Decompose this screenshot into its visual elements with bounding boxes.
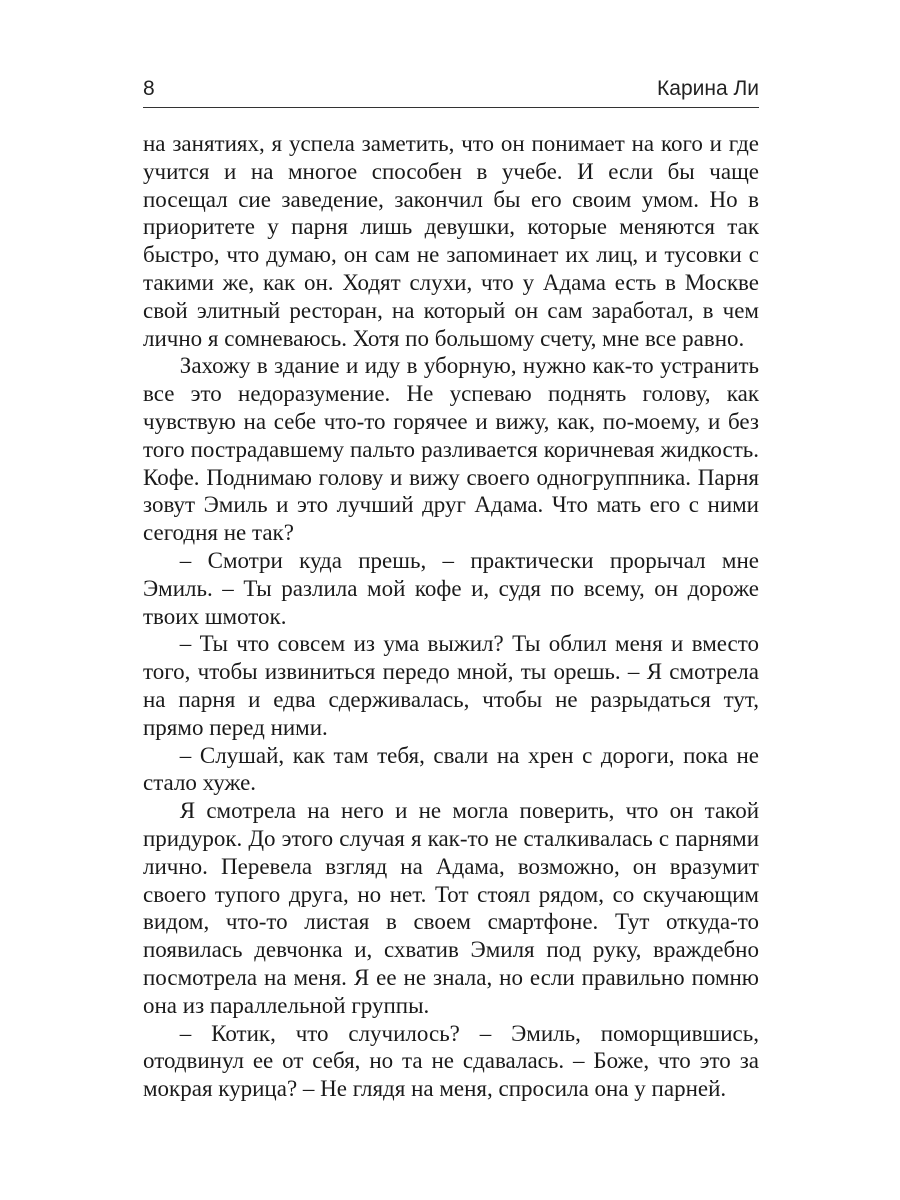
running-head: [143, 72, 759, 106]
paragraph: – Ты что совсем из ума выжил? Ты облил меня и вместо того, чтобы извиниться передо мной, ты орешь. – Я смотрела на парня и едва сдерживалась, чтобы не разрыдаться тут, прямо перед ними.: [143, 631, 759, 740]
paragraph: – Смотри куда прешь, – практически прорычал мне Эмиль. – Ты разлила мой кофе и, судя по всему, он дороже твоих шмоток.: [143, 547, 759, 629]
paragraph: – Слушай, как там тебя, свали на хрен с дороги, пока не стало хуже.: [143, 742, 759, 796]
page-number: 8: [143, 77, 155, 100]
book-page: [143, 72, 759, 1103]
author-name: Карина Ли: [657, 77, 759, 100]
header-rule: [143, 107, 759, 108]
paragraph: Я смотрела на него и не могла поверить, что он такой придурок. До этого случая я как-то не сталкивалась с парнями лично. Перевела взгляд на Адама, возможно, он вразумит своего тупого друга, но нет. Тот стоял рядом, со скучающим видом, что-то листая в своем смартфоне. Тут откуда-то появилась девчонка и, схватив Эмиля под руку, враждебно посмотрела на меня. Я ее не знала, но если правильно помню она из параллельной группы.: [143, 798, 759, 1018]
paragraph: на занятиях, я успела заметить, что он понимает на кого и где учится и на многое способен в учебе. И если бы чаще посещал сие заведение, закончил бы его своим умом. Но в приоритете у парня лишь девушки, которые меняются так быстро, что думаю, он сам не запоминает их лиц, и тусовки с такими же, как он. Ходят слухи, что у Адама есть в Москве свой элитный ресторан, на который он сам заработал, в чем лично я сомневаюсь. Хотя по большому счету, мне все равно.: [143, 131, 759, 351]
paragraph: – Котик, что случилось? – Эмиль, поморщившись, отодвинул ее от себя, но та не сдавалась. – Боже, что это за мокрая курица? – Не глядя на меня, спросила она у парней.: [143, 1020, 759, 1102]
body-text: [143, 130, 759, 1103]
paragraph: Захожу в здание и иду в уборную, нужно как-то устранить все это недоразумение. Не успеваю поднять голову, как чувствую на себе что-то горячее и вижу, как, по-моему, и без того пострадавшему пальто разливается коричневая жидкость. Кофе. Поднимаю голову и вижу своего одногруппника. Парня зовут Эмиль и это лучший друг Адама. Что мать его с ними сегодня не так?: [143, 353, 759, 546]
